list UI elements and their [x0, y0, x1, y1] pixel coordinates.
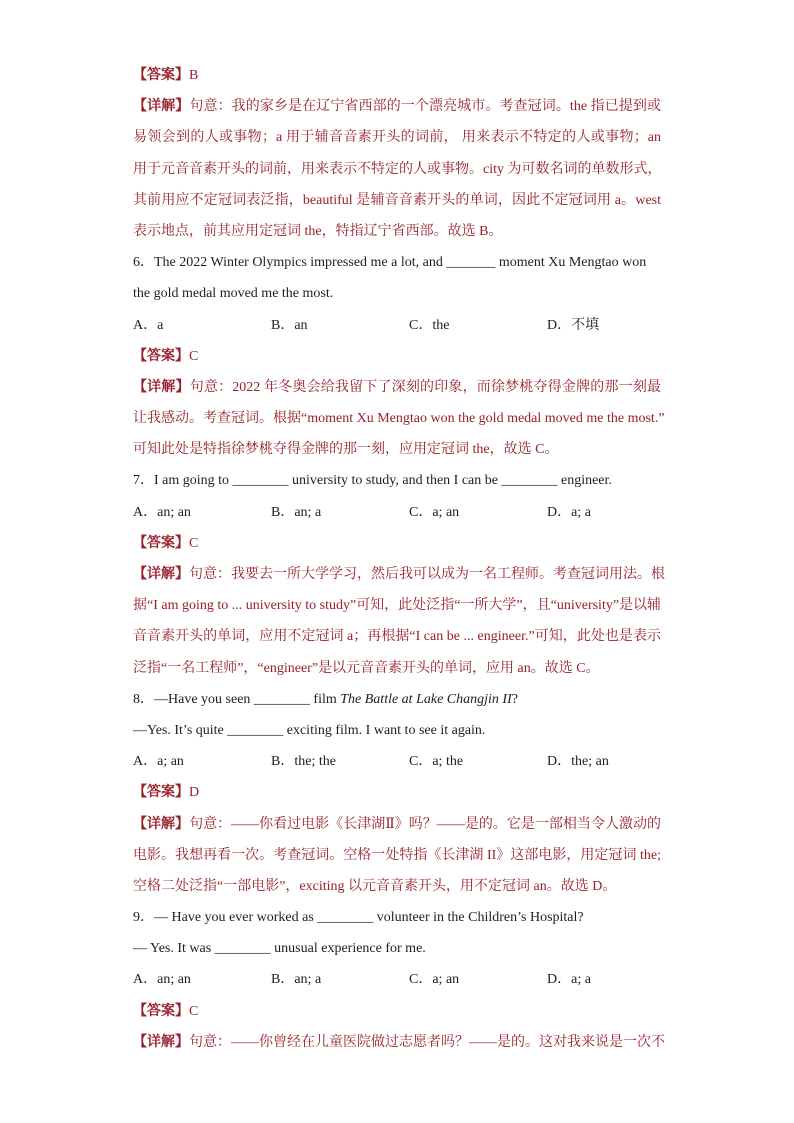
answer-value: C	[189, 348, 199, 364]
option-c: C．a; an	[409, 504, 460, 520]
explanation-line: 泛指“一名工程师”，“engineer”是以元音音素开头的单词，应用 an。故选 C。	[133, 660, 600, 676]
option-b: B．an	[271, 317, 308, 333]
explanation-text: 句意：我要去一所大学学习，然后我可以成为一名工程师。考查冠词用法。根	[189, 567, 665, 582]
explanation-line: 据“I am going to ... university to study”可知，此处泛指“一所大学”，且“university”是以辅	[133, 598, 662, 614]
explanation-line	[133, 559, 665, 590]
film-title: The Battle at Lake Changjin II	[340, 691, 512, 707]
answer-line	[133, 341, 661, 372]
option-b: B．the; the	[271, 754, 336, 770]
answer-label: 【答案】	[133, 785, 189, 801]
explanation-label: 【详解】	[133, 99, 190, 115]
options-row	[133, 497, 661, 528]
question-text: I am going to ________ university to study, and then I can be ________ engineer.	[154, 473, 612, 489]
question-number: 8．	[133, 691, 154, 707]
question-number: 9．	[133, 910, 154, 926]
question-punctuation: ?	[511, 691, 518, 707]
explanation-line: 空格二处泛指“一部电影”，exciting 以元音音素开头，用不定冠词 an。故选 D。	[133, 878, 617, 894]
explanation-label: 【详解】	[133, 816, 190, 832]
question-stem	[133, 247, 661, 278]
explanation-text: 句意：2022 年冬奥会给我留下了深刻的印象，而徐梦桃夺得金牌的那一刻最	[189, 379, 662, 395]
explanation-line	[133, 1027, 665, 1058]
answer-value: B	[189, 68, 199, 83]
options-row	[133, 310, 661, 341]
answer-label: 【答案】	[133, 348, 189, 364]
option-a: A．an; an	[133, 972, 191, 988]
explanation-line: 用于元音音素开头的词前，用来表示不特定的人或事物。city 为可数名词的单数形式，	[133, 161, 662, 177]
explanation-text: 句意：我的家乡是在辽宁省西部的一个漂亮城市。考查冠词。the 指已提到或	[189, 99, 662, 115]
explanation-line: 其前用应不定冠词表泛指，beautiful 是辅音音素开头的单词，因此不定冠词用 a。west	[133, 192, 661, 208]
explanation-line: 电影。我想再看一次。考查冠词。空格一处特指《长津湖 II》这部电影，用定冠词 the;	[133, 847, 661, 863]
question-number: 7．	[133, 473, 154, 489]
question-stem	[133, 902, 661, 933]
page-content	[133, 60, 665, 1058]
question-stem: the gold medal moved me the most.	[133, 286, 334, 302]
explanation-line: 表示地点，前其应用定冠词 the，特指辽宁省西部。故选 B。	[133, 223, 503, 239]
explanation-line	[133, 91, 661, 122]
answer-line	[133, 996, 661, 1027]
explanation-line	[133, 372, 661, 403]
explanation-line: 可知此处是特指徐梦桃夺得金牌的那一刻，应用定冠词 the，故选 C。	[133, 442, 559, 458]
question-stem	[133, 465, 661, 496]
answer-value: C	[189, 535, 199, 551]
options-row	[133, 964, 661, 995]
answer-line	[133, 777, 661, 808]
explanation-label: 【详解】	[133, 379, 190, 395]
answer-label: 【答案】	[133, 535, 189, 551]
option-d: D．the; an	[547, 754, 609, 770]
option-b: B．an; a	[271, 972, 322, 988]
question-number: 6．	[133, 255, 154, 271]
question-text: — Have you ever worked as ________ volunteer in the Children’s Hospital?	[154, 910, 584, 926]
option-c: C．a; an	[409, 972, 460, 988]
option-a: A．a; an	[133, 754, 184, 770]
explanation-text: 句意：——你曾经在儿童医院做过志愿者吗？——是的。这对我来说是一次不	[189, 1034, 665, 1050]
option-d: D．不填	[547, 317, 600, 333]
option-d: D．a; a	[547, 504, 591, 520]
explanation-line	[133, 809, 661, 840]
answer-label: 【答案】	[133, 1003, 189, 1019]
explanation-line: 音音素开头的单词，应用不定冠词 a；再根据“I can be ... engineer.”可知，此处也是表示	[133, 629, 661, 645]
option-d: D．a; a	[547, 972, 591, 988]
answer-line	[133, 528, 661, 559]
question-text: —Have you seen ________ film	[154, 691, 341, 707]
option-c: C．a; the	[409, 754, 464, 770]
explanation-line: 让我感动。考查冠词。根据“moment Xu Mengtao won the gold medal moved me the most.”	[133, 411, 665, 427]
question-stem	[133, 684, 661, 715]
option-c: C．the	[409, 317, 450, 333]
explanation-label: 【详解】	[133, 567, 189, 582]
explanation-line: 易领会到的人或事物；a 用于辅音音素开头的词前， 用来表示不特定的人或事物；an	[133, 130, 661, 146]
option-b: B．an; a	[271, 504, 322, 520]
options-row	[133, 746, 661, 777]
answer-value: C	[189, 1003, 199, 1019]
option-a: A．an; an	[133, 504, 191, 520]
answer-line	[133, 60, 661, 91]
answer-label: 【答案】	[133, 68, 189, 83]
question-stem: — Yes. It was ________ unusual experience for me.	[133, 941, 426, 957]
explanation-text: 句意：——你看过电影《长津湖Ⅱ》吗？——是的。它是一部相当令人激动的	[189, 816, 662, 832]
question-text: The 2022 Winter Olympics impressed me a lot, and _______ moment Xu Mengtao won	[154, 255, 647, 271]
explanation-label: 【详解】	[133, 1034, 189, 1050]
option-a: A．a	[133, 317, 164, 333]
question-stem: —Yes. It’s quite ________ exciting film. I want to see it again.	[133, 722, 486, 738]
answer-value: D	[189, 785, 200, 801]
